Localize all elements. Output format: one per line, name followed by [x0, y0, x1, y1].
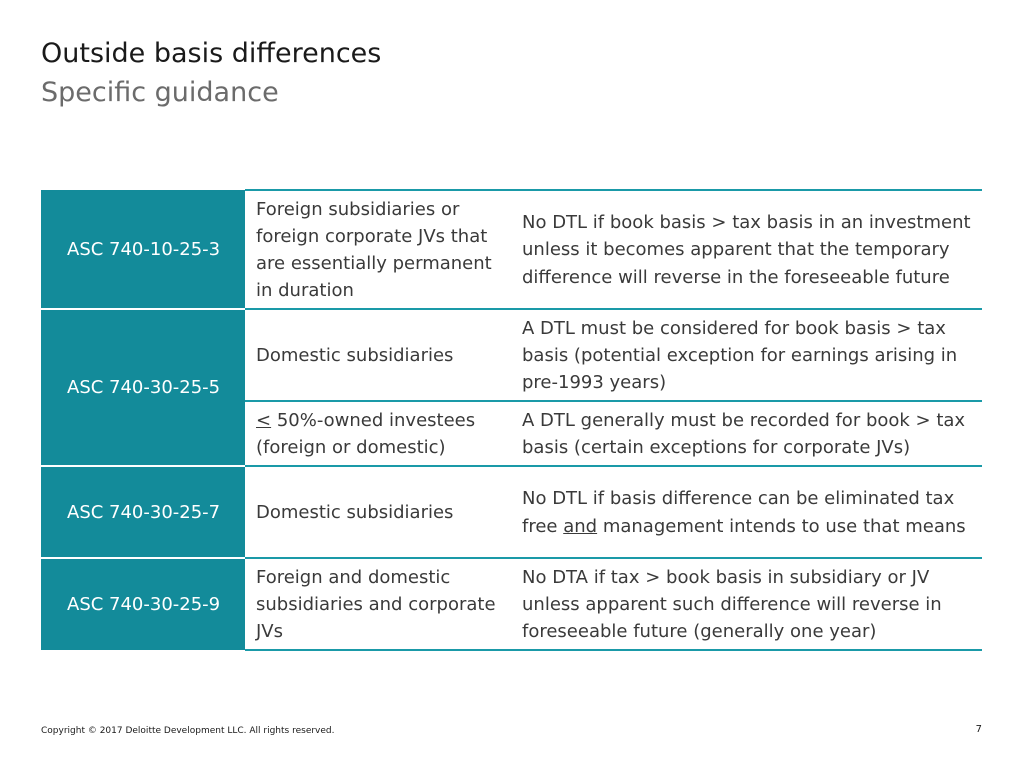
topic-cell: Foreign subsidiaries or foreign corporate JVs that are essentially permanent in duration: [245, 190, 511, 309]
less-than-symbol: <: [256, 409, 272, 431]
topic-cell: [245, 401, 511, 466]
guidance-cell: A DTL generally must be recorded for book > tax basis (certain exceptions for corporate JVs): [511, 401, 982, 466]
table-row: [41, 558, 982, 650]
guidance-cell: No DTL if book basis > tax basis in an investment unless it becomes apparent that the temporary difference will reverse in the foreseeable future: [511, 190, 982, 309]
copyright-notice: Copyright © 2017 Deloitte Development LLC. All rights reserved.: [41, 726, 335, 736]
reference-cell: ASC 740-30-25-9: [41, 558, 245, 650]
topic-cell: Domestic subsidiaries: [245, 309, 511, 401]
emphasis-and: and: [563, 515, 598, 537]
page-title: Outside basis differences: [41, 38, 382, 69]
page-subtitle: Specific guidance: [41, 77, 279, 108]
guidance-text: management intends to use that means: [597, 515, 966, 537]
table-row: [41, 190, 982, 309]
guidance-text: No DTL if basis difference can be eliminated tax free: [522, 488, 955, 537]
topic-cell: Domestic subsidiaries: [245, 466, 511, 558]
table-row: [41, 466, 982, 558]
guidance-table: [41, 189, 982, 651]
guidance-cell: [511, 466, 982, 558]
page-number: 7: [975, 724, 982, 735]
topic-text: 50%-owned investees (foreign or domestic): [256, 409, 476, 458]
guidance-cell: No DTA if tax > book basis in subsidiary or JV unless apparent such difference will reverse in foreseeable future (generally one year): [511, 558, 982, 650]
table-row: [41, 309, 982, 401]
reference-cell: ASC 740-10-25-3: [41, 190, 245, 309]
reference-cell: ASC 740-30-25-7: [41, 466, 245, 558]
topic-cell: Foreign and domestic subsidiaries and corporate JVs: [245, 558, 511, 650]
guidance-cell: A DTL must be considered for book basis > tax basis (potential exception for earnings arising in pre-1993 years): [511, 309, 982, 401]
reference-cell: ASC 740-30-25-5: [41, 309, 245, 466]
